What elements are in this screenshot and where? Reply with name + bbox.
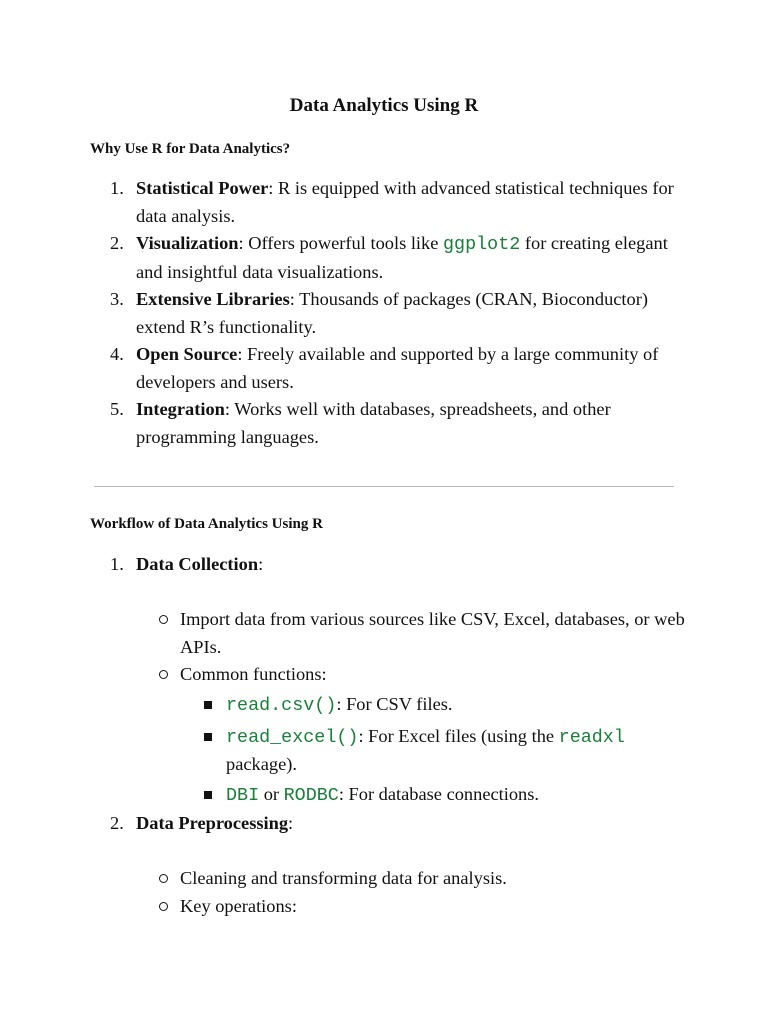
list-item: Common functions: xyxy=(156,661,686,689)
code-ggplot2: ggplot2 xyxy=(443,234,521,255)
step-term: Data Collection xyxy=(136,554,259,574)
section-heading-why-r: Why Use R for Data Analytics? xyxy=(90,141,291,157)
horizontal-divider xyxy=(94,486,674,487)
list-item: read.csv(): For CSV files. xyxy=(202,691,692,720)
item-term: Visualization xyxy=(136,233,239,253)
list-item: Key operations: xyxy=(156,893,686,921)
square-bullet-icon xyxy=(204,791,212,799)
code-read-csv: read.csv() xyxy=(226,695,337,716)
code-dbi: DBI xyxy=(226,784,260,806)
code-read-excel: read_excel() xyxy=(226,726,359,748)
list-item: 2. Visualization: Offers powerful tools like ggplot2 for creating elegant and insightful data visualizations. xyxy=(110,233,668,282)
list-item: 4. Open Source: Freely available and supported by a large community of developers and users. xyxy=(110,344,659,392)
list-item: 5. Integration: Works well with databases, spreadsheets, and other programming languages. xyxy=(110,399,611,447)
item-term: Extensive Libraries xyxy=(136,289,290,309)
hollow-bullet-icon xyxy=(159,670,168,679)
list-item: 1. Data Collection: xyxy=(110,554,264,574)
page-title: Data Analytics Using R xyxy=(289,95,479,116)
square-bullet-icon xyxy=(204,701,212,709)
item-term: Statistical Power xyxy=(136,178,269,198)
list-item: Cleaning and transforming data for analysis. xyxy=(156,865,686,893)
item-term: Integration xyxy=(136,399,225,419)
list-item: 1. Statistical Power: R is equipped with advanced statistical techniques for data analysis. xyxy=(110,178,674,226)
hollow-bullet-icon xyxy=(159,902,168,911)
workflow-step-1 xyxy=(110,551,690,579)
step-2-bullets xyxy=(156,865,686,920)
item-term: Open Source xyxy=(136,344,238,364)
workflow-step-2 xyxy=(110,810,690,838)
step-1-bullets xyxy=(156,606,686,689)
code-readxl: readxl xyxy=(558,726,625,748)
code-rodbc: RODBC xyxy=(283,784,339,806)
list-item: DBI or RODBC: For database connections. xyxy=(202,781,692,810)
hollow-bullet-icon xyxy=(159,874,168,883)
list-item: Import data from various sources like CSV, Excel, databases, or web APIs. xyxy=(156,606,686,661)
list-item: 3. Extensive Libraries: Thousands of packages (CRAN, Bioconductor) extend R’s functionality. xyxy=(110,289,648,337)
list-item: 2. Data Preprocessing: xyxy=(110,813,294,833)
hollow-bullet-icon xyxy=(159,615,168,624)
list-item: read_excel(): For Excel files (using the readxl package). xyxy=(202,723,692,779)
square-bullet-icon xyxy=(204,733,212,741)
common-functions-list xyxy=(202,691,692,809)
why-r-list xyxy=(110,175,690,451)
step-term: Data Preprocessing xyxy=(136,813,289,833)
section-heading-workflow: Workflow of Data Analytics Using R xyxy=(90,516,323,532)
